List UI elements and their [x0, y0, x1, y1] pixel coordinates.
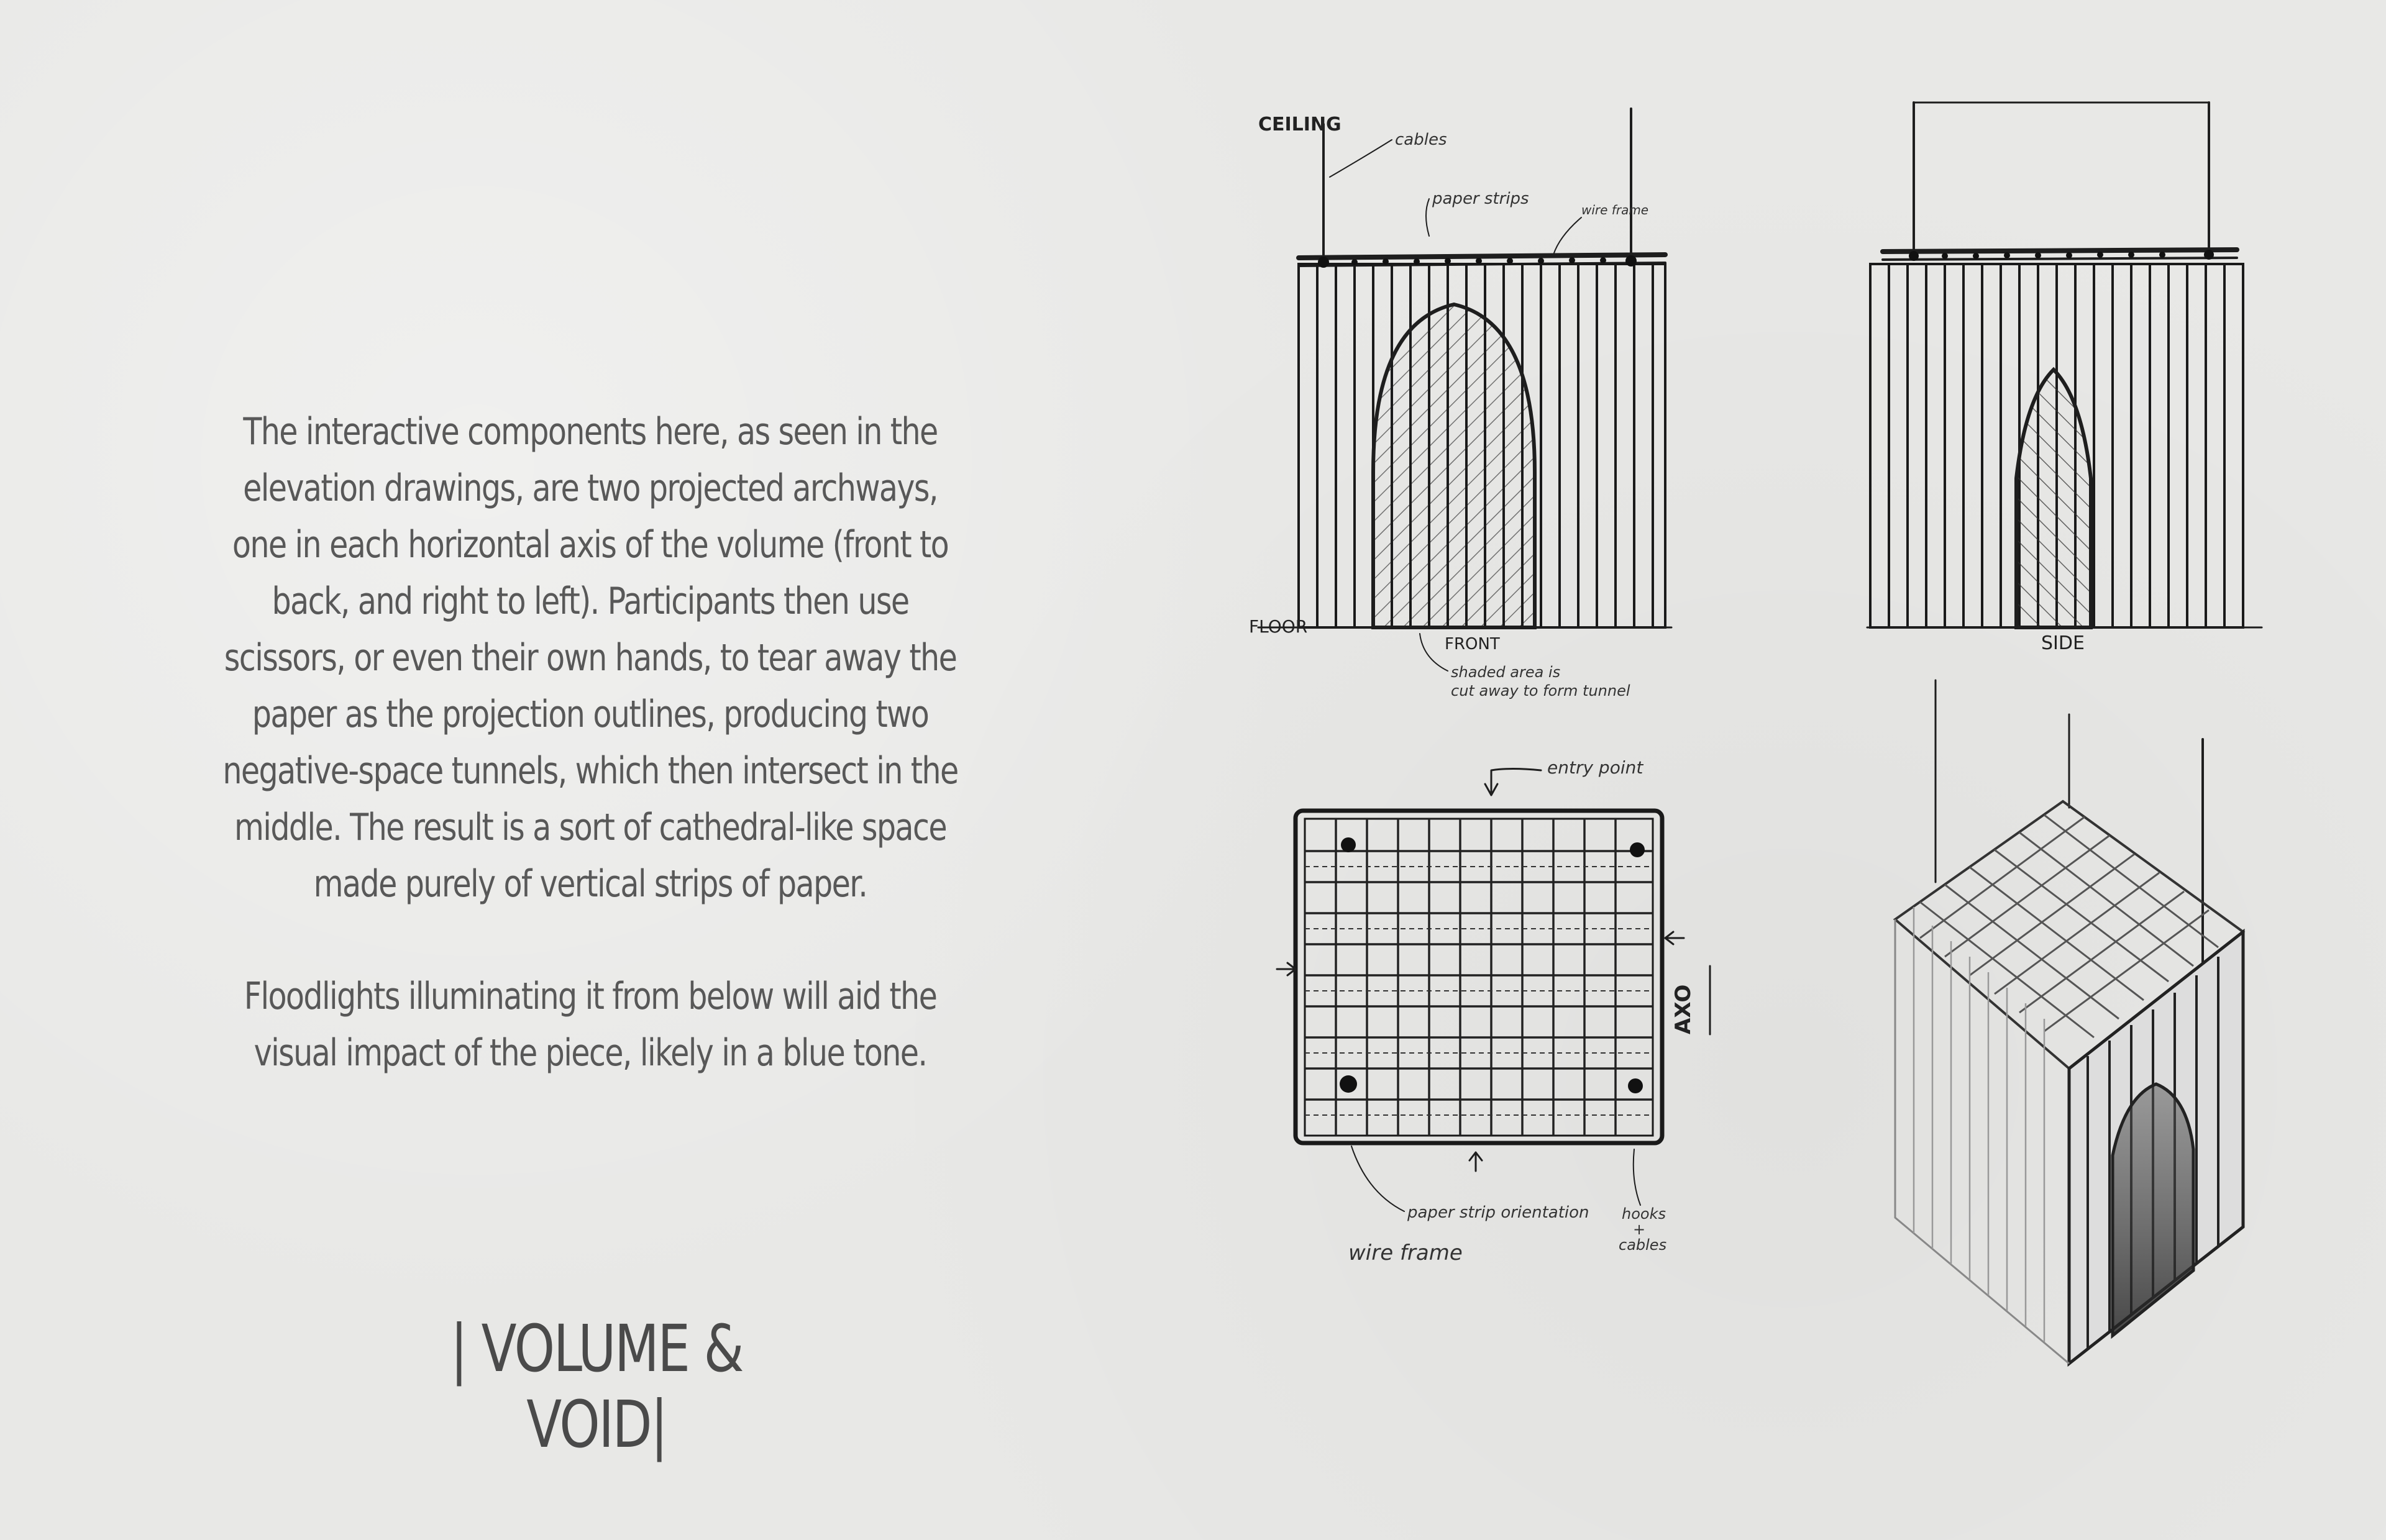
side-elevation-sketch — [1867, 103, 2262, 654]
shaded-note-line-2: cut away to form tunnel — [1451, 682, 1630, 699]
description-paragraph-2: Floodlights illuminating it from below will aid the visual impact of the piece, likely in a blue tone. — [244, 975, 937, 1075]
wire-frame-label-plan: wire frame — [1348, 1241, 1463, 1265]
shaded-note-line-1: shaded area is — [1451, 663, 1561, 681]
axo-label: AXO — [1671, 984, 1696, 1034]
hooks-label-line-2: + — [1633, 1221, 1646, 1238]
wire-frame-label-front: wire frame — [1581, 203, 1649, 217]
plan-view-sketch — [1277, 757, 1710, 1265]
description-paragraph-1: The interactive components here, as seen in the elevation drawings, are two projected archways, one in each horizontal axis of the volume (front to back, and right to left). Participants then use scissors, or even their own hands, to tear away the paper as the projection outlines, producing two negative-space tunnels, which then intersect in the middle. The result is a sort of cathedral-like space made purely of vertical strips of paper. — [222, 410, 958, 906]
hooks-label-line-3: cables — [1619, 1236, 1667, 1254]
ceiling-label: CEILING — [1258, 114, 1342, 135]
entry-point-label: entry point — [1547, 757, 1643, 778]
hooks-label-line-1: hooks — [1622, 1205, 1666, 1223]
paper-strips-label: paper strips — [1432, 189, 1529, 208]
front-elevation-sketch — [1249, 109, 1671, 699]
front-view-label: FRONT — [1445, 635, 1500, 654]
page-title: | VOLUME & VOID| — [450, 1311, 743, 1462]
cables-label: cables — [1395, 130, 1447, 149]
paper-strip-orientation-label: paper strip orientation — [1407, 1203, 1589, 1222]
side-view-label: SIDE — [2041, 632, 2085, 654]
floor-label: FLOOR — [1249, 616, 1308, 637]
axonometric-sketch — [1895, 680, 2243, 1364]
